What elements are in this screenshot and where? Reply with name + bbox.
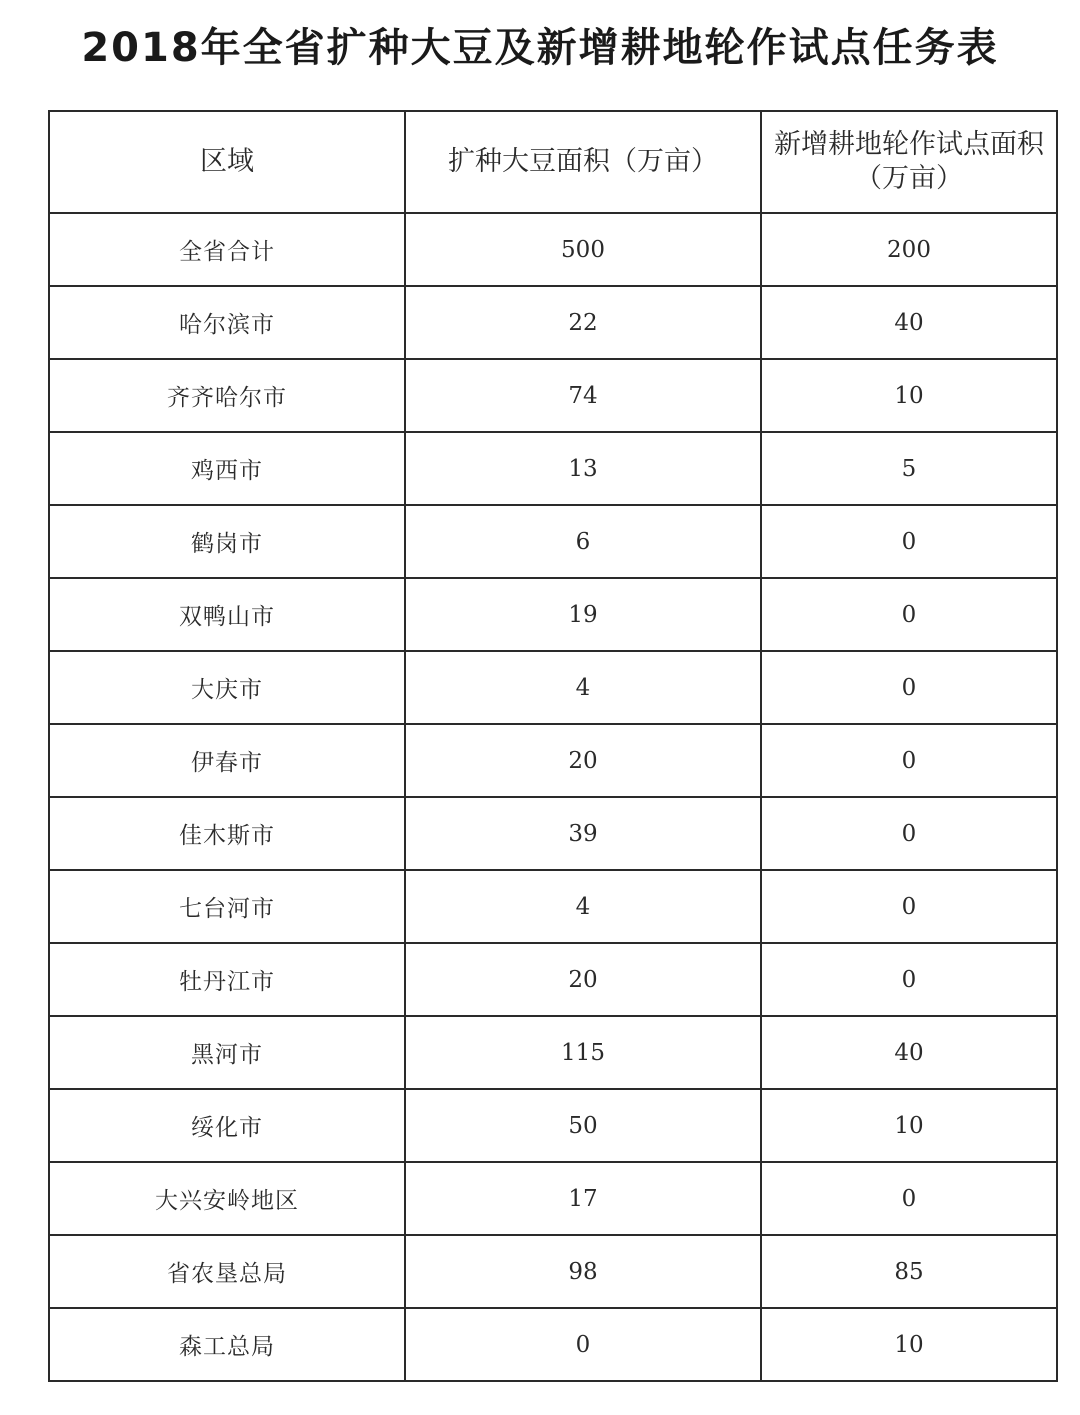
soybean-area-cell: 115 [405,1016,761,1089]
region-cell: 鸡西市 [49,432,405,505]
header-region: 区域 [49,111,405,213]
region-cell: 黑河市 [49,1016,405,1089]
rotation-area-cell: 40 [761,1016,1057,1089]
rotation-area-cell: 5 [761,432,1057,505]
rotation-area-cell: 10 [761,1089,1057,1162]
soybean-area-cell: 19 [405,578,761,651]
table-row [49,213,1057,286]
soybean-area-cell: 39 [405,797,761,870]
rotation-area-cell: 40 [761,286,1057,359]
table-row [49,724,1057,797]
region-cell: 双鸭山市 [49,578,405,651]
table-row [49,1016,1057,1089]
rotation-area-cell: 0 [761,505,1057,578]
table-row [49,943,1057,1016]
table-row [49,797,1057,870]
soybean-area-cell: 500 [405,213,761,286]
table-row [49,1162,1057,1235]
table-row [49,578,1057,651]
rotation-area-cell: 85 [761,1235,1057,1308]
soybean-area-cell: 4 [405,651,761,724]
region-cell: 绥化市 [49,1089,405,1162]
region-cell: 齐齐哈尔市 [49,359,405,432]
soybean-area-cell: 22 [405,286,761,359]
table-row [49,432,1057,505]
rotation-area-cell: 0 [761,797,1057,870]
region-cell: 大庆市 [49,651,405,724]
table-row [49,1089,1057,1162]
region-cell: 全省合计 [49,213,405,286]
rotation-area-cell: 0 [761,651,1057,724]
soybean-area-cell: 17 [405,1162,761,1235]
region-cell: 伊春市 [49,724,405,797]
rotation-area-cell: 200 [761,213,1057,286]
region-cell: 大兴安岭地区 [49,1162,405,1235]
soybean-area-cell: 20 [405,724,761,797]
region-cell: 佳木斯市 [49,797,405,870]
page-title: 2018年全省扩种大豆及新增耕地轮作试点任务表 [81,25,999,71]
soybean-area-cell: 20 [405,943,761,1016]
header-rotation-area: 新增耕地轮作试点面积（万亩） [761,111,1057,213]
region-cell: 省农垦总局 [49,1235,405,1308]
rotation-area-cell: 0 [761,870,1057,943]
header-soybean-area: 扩种大豆面积（万亩） [405,111,761,213]
table-row [49,1308,1057,1381]
soybean-area-cell: 0 [405,1308,761,1381]
rotation-area-cell: 10 [761,1308,1057,1381]
soybean-area-cell: 13 [405,432,761,505]
table-row [49,1235,1057,1308]
rotation-area-cell: 10 [761,359,1057,432]
soybean-area-cell: 4 [405,870,761,943]
rotation-area-cell: 0 [761,943,1057,1016]
soybean-area-cell: 74 [405,359,761,432]
region-cell: 哈尔滨市 [49,286,405,359]
rotation-area-cell: 0 [761,1162,1057,1235]
soybean-area-cell: 98 [405,1235,761,1308]
table-row [49,651,1057,724]
rotation-area-cell: 0 [761,578,1057,651]
table-row [49,870,1057,943]
table-header-row [49,111,1057,213]
table-row [49,286,1057,359]
task-table-container [48,110,1056,1382]
rotation-area-cell: 0 [761,724,1057,797]
table-row [49,505,1057,578]
region-cell: 鹤岗市 [49,505,405,578]
region-cell: 森工总局 [49,1308,405,1381]
table-row [49,359,1057,432]
soybean-area-cell: 50 [405,1089,761,1162]
soybean-area-cell: 6 [405,505,761,578]
region-cell: 牡丹江市 [49,943,405,1016]
region-cell: 七台河市 [49,870,405,943]
task-table [48,110,1058,1382]
